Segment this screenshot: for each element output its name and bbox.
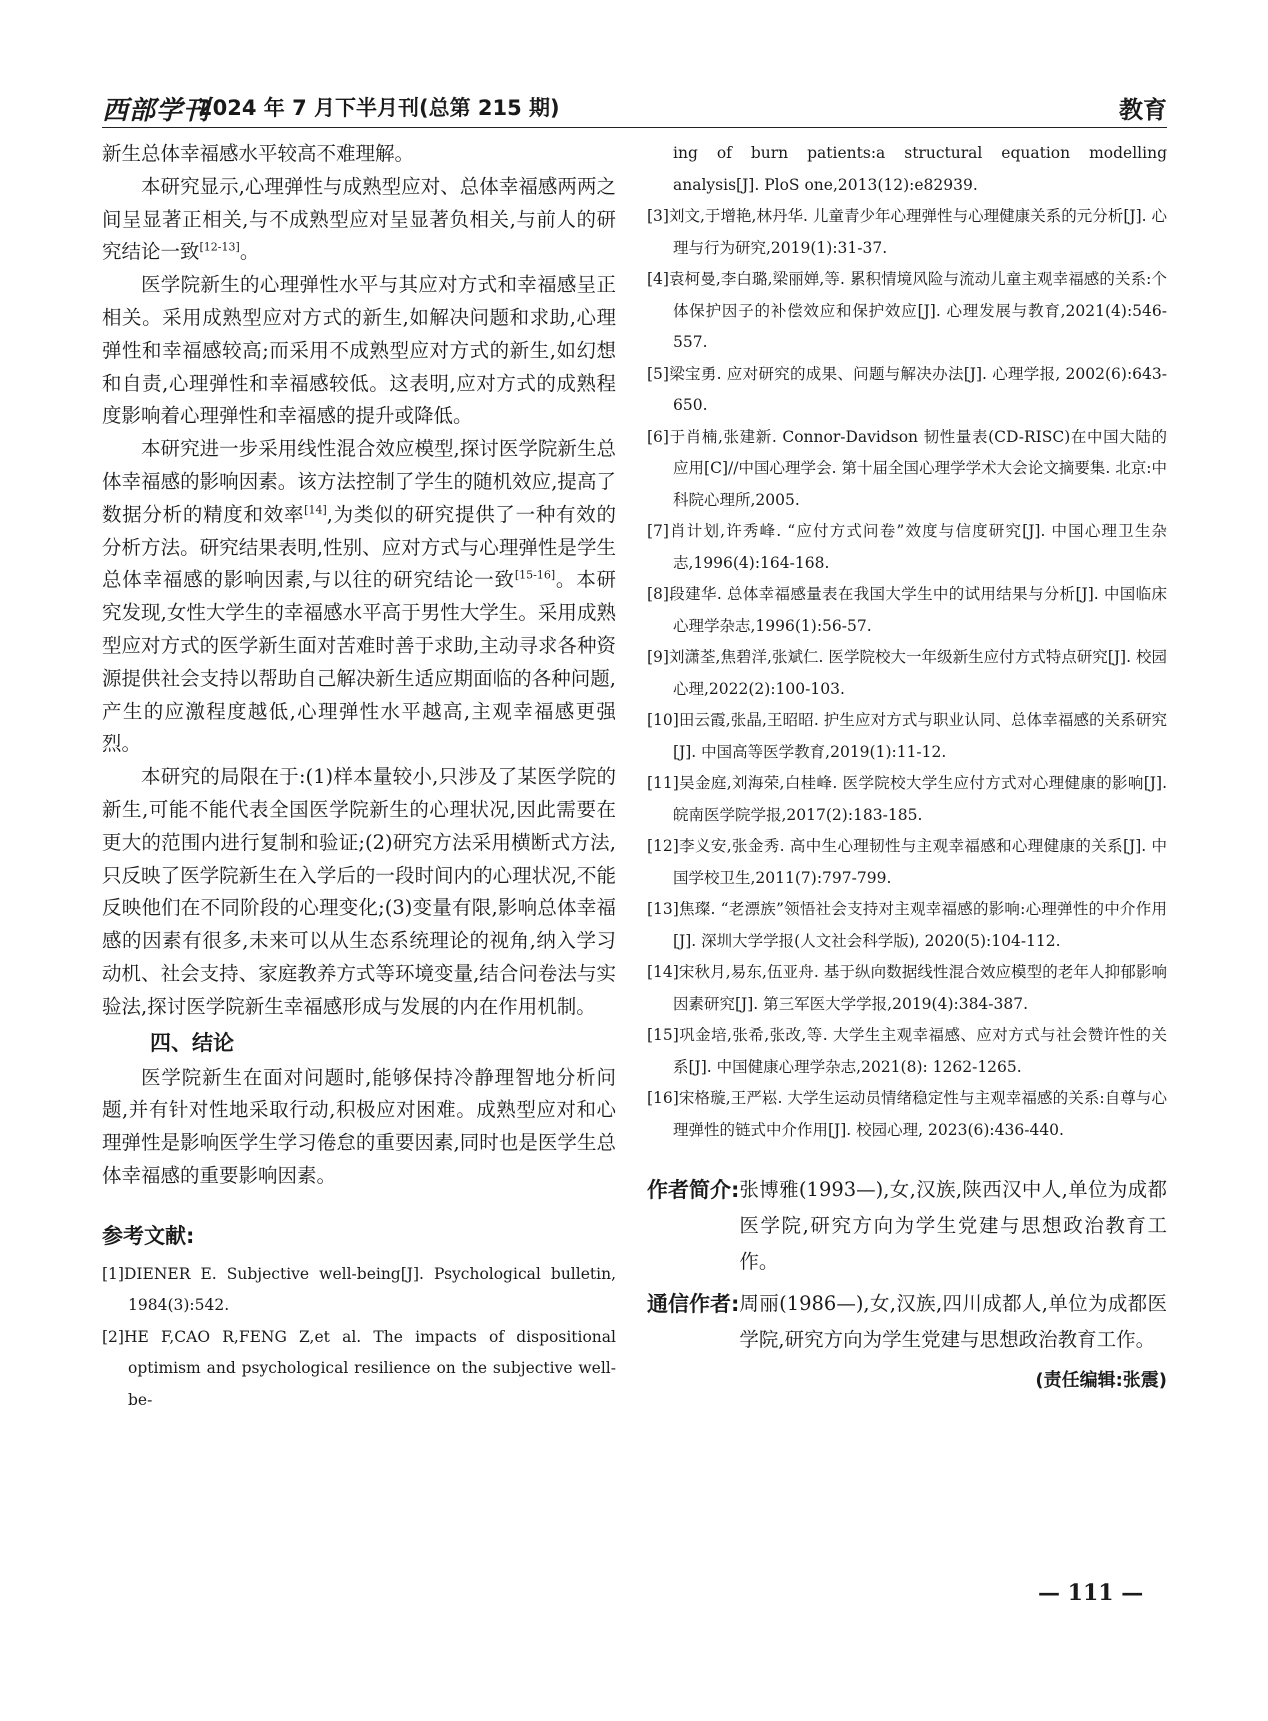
right-column — [647, 138, 1167, 1398]
paragraph: 本研究进一步采用线性混合效应模型,探讨医学院新生总体幸福感的影响因素。该方法控制了学生的随机效应,提高了数据分析的精度和效率[14],为类似的研究提供了一种有效的分析方法。研究结果表明,性别、应对方式与心理弹性是学生总体幸福感的影响因素,与以往的研究结论一致[15-16]。本研究发现,女性大学生的幸福感水平高于男性大学生。采用成熟型应对方式的医学新生面对苦难时善于求助,主动寻求各种资源提供社会支持以帮助自己解决新生适应期面临的各种问题,产生的应激程度越低,心理弹性水平越高,主观幸福感更强烈。 — [102, 437, 616, 756]
citation: [15-16] — [514, 568, 556, 582]
journal-logo: 西部学刊 — [102, 96, 211, 126]
reference-item: [15]巩金培,张希,张改,等. 大学生主观幸福感、应对方式与社会赞许性的关系[J]. 中国健康心理学杂志,2021(8): 1262-1265. — [647, 1026, 1167, 1076]
reference-item: [4]袁柯曼,李白璐,梁丽婵,等. 累积情境风险与流动儿童主观幸福感的关系:个体保护因子的补偿效应和保护效应[J]. 心理发展与教育,2021(4):546-557. — [647, 270, 1167, 351]
reference-item: [10]田云霞,张晶,王昭昭. 护生应对方式与职业认同、总体幸福感的关系研究[J]. 中国高等医学教育,2019(1):11-12. — [647, 711, 1167, 761]
reference-item: [7]肖计划,许秀峰. “应付方式问卷”效度与信度研究[J]. 中国心理卫生杂志,1996(4):164-168. — [647, 522, 1167, 572]
reference-item: [14]宋秋月,易东,伍亚舟. 基于纵向数据线性混合效应模型的老年人抑郁影响因素研究[J]. 第三军医大学学报,2019(4):384-387. — [647, 963, 1167, 1013]
reference-item: [11]吴金庭,刘海荣,白桂峰. 医学院校大学生应付方式对心理健康的影响[J]. 皖南医学院学报,2017(2):183-185. — [647, 774, 1167, 824]
citation: [12-13] — [199, 240, 240, 254]
reference-item-continued: ing of burn patients:a structural equation modelling analysis[J]. PloS one,2013(12):e82939. — [673, 144, 1167, 194]
responsible-editor: (责任编辑:张震) — [1035, 1370, 1167, 1391]
corresponding-author — [647, 1286, 1167, 1358]
author-bio — [647, 1172, 1167, 1280]
reference-item: [6]于肖楠,张建新. Connor-Davidson 韧性量表(CD-RISC)在中国大陆的应用[C]//中国心理学会. 第十届全国心理学学术大会论文摘要集. 北京:中科院心理所,2005. — [647, 427, 1167, 509]
corresponding-author-text: 周丽(1986—),女,汉族,四川成都人,单位为成都医学院,研究方向为学生党建与思想政治教育工作。 — [739, 1292, 1167, 1351]
citation: [14] — [304, 503, 327, 517]
page-header — [102, 88, 1167, 128]
reference-item: [9]刘潇荃,焦碧洋,张斌仁. 医学院校大一年级新生应付方式特点研究[J]. 校园心理,2022(2):100-103. — [647, 648, 1167, 698]
reference-item: [13]焦璨. “老漂族”领悟社会支持对主观幸福感的影响:心理弹性的中介作用[J]. 深圳大学学报(人文社会科学版), 2020(5):104-112. — [647, 900, 1167, 950]
paragraph: 新生总体幸福感水平较高不难理解。 — [102, 142, 415, 165]
header-rule — [102, 127, 1167, 128]
section-tag: 教育 — [1119, 96, 1167, 124]
page-number: — 111 — — [1038, 1580, 1144, 1606]
author-bio-label: 作者简介: — [647, 1178, 740, 1202]
reference-item: [3]刘文,于增艳,林丹华. 儿童青少年心理弹性与心理健康关系的元分析[J]. 心理与行为研究,2019(1):31-37. — [647, 207, 1167, 257]
corresponding-author-label: 通信作者: — [647, 1292, 740, 1316]
section-heading: 四、结论 — [150, 1030, 234, 1055]
author-bio-text: 张博雅(1993—),女,汉族,陕西汉中人,单位为成都医学院,研究方向为学生党建与思想政治教育工作。 — [739, 1178, 1167, 1273]
paragraph: 本研究显示,心理弹性与成熟型应对、总体幸福感两两之间呈显著正相关,与不成熟型应对呈显著负相关,与前人的研究结论一致[12-13]。 — [102, 174, 616, 264]
issue-info: 2024 年 7 月下半月刊(总第 215 期) — [198, 96, 560, 120]
paragraph: 医学院新生的心理弹性水平与其应对方式和幸福感呈正相关。采用成熟型应对方式的新生,如解决问题和求助,心理弹性和幸福感较高;而采用不成熟型应对方式的新生,如幻想和自责,心理弹性和幸福感较低。这表明,应对方式的成熟程度影响着心理弹性和幸福感的提升或降低。 — [102, 273, 616, 428]
reference-item: [2]HE F,CAO R,FENG Z,et al. The impacts of dispositional optimism and psychological resilience on the subjective well-be- — [102, 1327, 616, 1409]
references-heading: 参考文献: — [102, 1223, 195, 1248]
reference-item: [1]DIENER E. Subjective well-being[J]. Psychological bulletin, 1984(3):542. — [102, 1264, 616, 1315]
paragraph: 本研究的局限在于:(1)样本量较小,只涉及了某医学院的新生,可能不能代表全国医学院新生的心理状况,因此需要在更大的范围内进行复制和验证;(2)研究方法采用横断式方法,只反映了医学院新生在入学后的一段时间内的心理状况,不能反映他们在不同阶段的心理变化;(3)变量有限,影响总体幸福感的因素有很多,未来可以从生态系统理论的视角,纳入学习动机、社会支持、家庭教养方式等环境变量,结合问卷法与实验法,探讨医学院新生幸福感形成与发展的内在作用机制。 — [102, 765, 616, 1018]
paragraph: 医学院新生在面对问题时,能够保持冷静理智地分析问题,并有针对性地采取行动,积极应对困难。成熟型应对和心理弹性是影响医学生学习倦怠的重要因素,同时也是医学生总体幸福感的重要影响因素。 — [102, 1065, 616, 1187]
author-info — [647, 1172, 1167, 1398]
reference-item: [16]宋格璇,王严崧. 大学生运动员情绪稳定性与主观幸福感的关系:自尊与心理弹性的链式中介作用[J]. 校园心理, 2023(6):436-440. — [647, 1089, 1167, 1139]
reference-item: [12]李义安,张金秀. 高中生心理韧性与主观幸福感和心理健康的关系[J]. 中国学校卫生,2011(7):797-799. — [647, 837, 1167, 887]
reference-item: [5]梁宝勇. 应对研究的成果、问题与解决办法[J]. 心理学报, 2002(6):643-650. — [647, 364, 1167, 414]
left-column — [102, 138, 616, 1416]
reference-item: [8]段建华. 总体幸福感量表在我国大学生中的试用结果与分析[J]. 中国临床心理学杂志,1996(1):56-57. — [647, 585, 1167, 635]
